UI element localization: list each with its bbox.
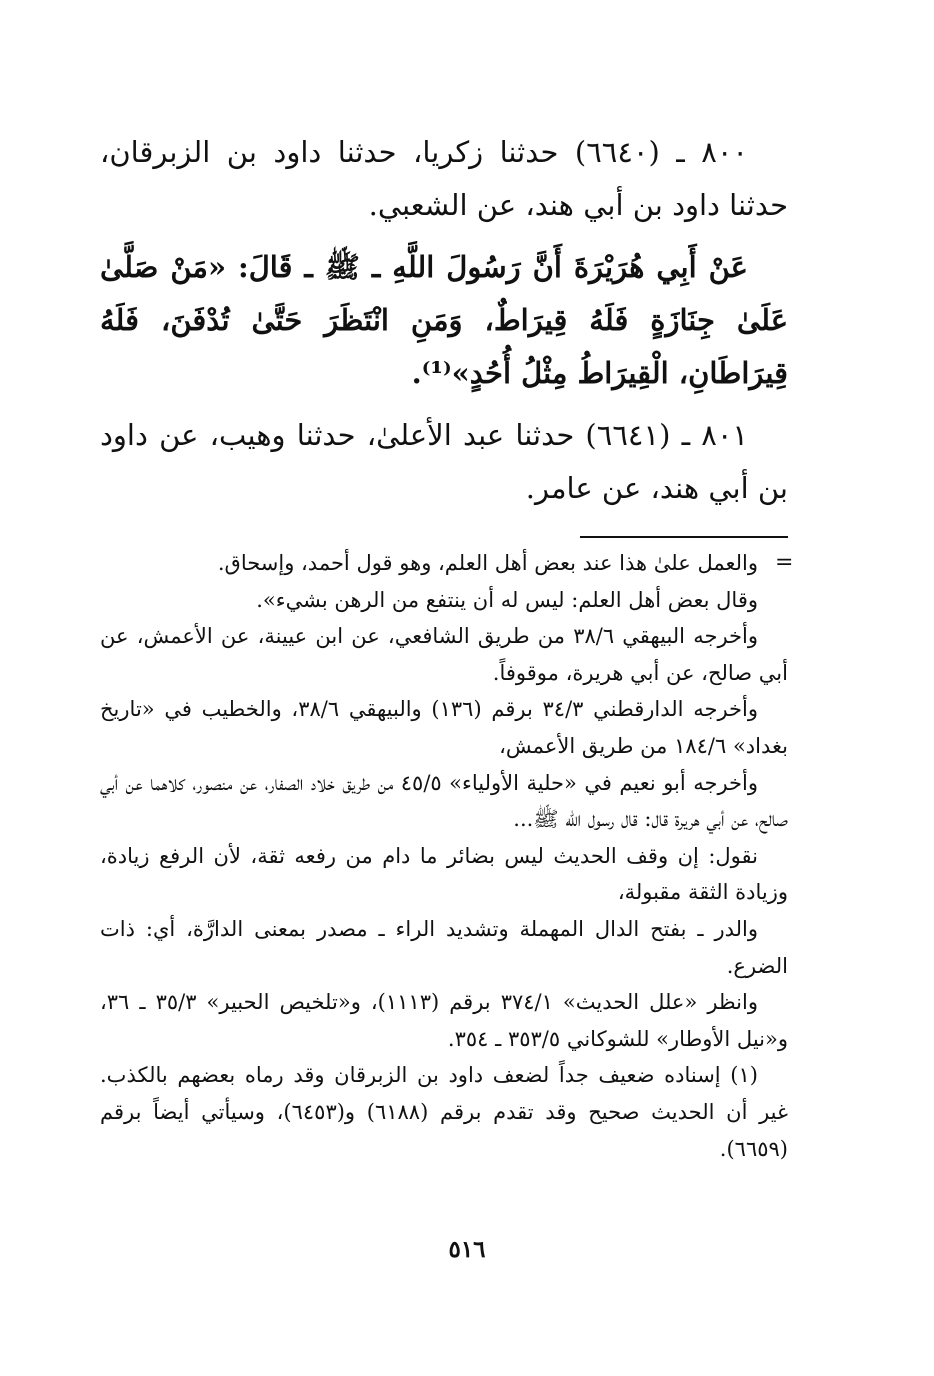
footnote-line: وقال بعض أهل العلم: ليس له أن ينتفع من الرهن بشيء». <box>256 587 758 612</box>
footnote-line: نقول: إن وقف الحديث ليس بضائر ما دام من رفعه ثقة، لأن الرفع زيادة، وزيادة الثقة مقبولة، <box>100 843 788 905</box>
page-number: ٥١٦ <box>448 1236 486 1263</box>
hadith-800-matn: عَنْ أَبِي هُرَيْرَةَ أَنَّ رَسُولَ اللَّهِ ـ ﷺ ـ قَالَ: «مَنْ صَلَّىٰ عَلَىٰ جِنَازَةٍ فَلَهُ قِيرَاطٌ، وَمَنِ انْتَظَرَ حَتَّىٰ تُدْفَنَ، فَلَهُ قِيرَاطَانِ، الْقِيرَاطُ مِثْلُ أُحُدٍ»⁽¹⁾. <box>100 250 788 390</box>
footnote-divider <box>580 536 788 538</box>
footnote-line: والعمل علىٰ هذا عند بعض أهل العلم، وهو قول أحمد، وإسحاق. <box>217 551 758 575</box>
footnote-line: والدر ـ بفتح الدال المهملة وتشديد الراء ـ مصدر بمعنى الدارَّة، أي: ذات الضرع. <box>100 916 788 978</box>
main-text <box>100 126 788 515</box>
footnote-1: (١) إسناده ضعيف جداً لضعف داود بن الزبرقان وقد رماه بعضهم بالكذب. غير أن الحديث صحيح وقد تقدم برقم (٦١٨٨) و(٦٤٥٣)، وسيأتي أيضاً برقم (٦٦٥٩). <box>100 1063 789 1161</box>
hadith-801-isnad: ٨٠١ ـ (٦٦٤١) حدثنا عبد الأعلىٰ، حدثنا وهيب، عن داود بن أبي هند، عن عامر. <box>100 418 788 505</box>
footnote-line: وأخرجه أبو نعيم في «حلية الأولياء» ٤٥/٥ من طريق خلاد الصفار، عن منصور، كلاهما عن أبي صالح، عن أبي هريرة قال: قال رسول الله ﷺ... <box>100 770 788 832</box>
footnote-line: وأخرجه الدارقطني ٣٤/٣ برقم (١٣٦) والبيهقي ٣٨/٦، والخطيب في «تاريخ بغداد» ١٨٤/٦ من طريق الأعمش، <box>100 697 788 758</box>
footnote-line: وانظر «علل الحديث» ٣٧٤/١ برقم (١١١٣)، و«تلخيص الحبير» ٣٥/٣ ـ ٣٦، و«نيل الأوطار» للشوكاني ٣٥٣/٥ ـ ٣٥٤. <box>100 990 788 1051</box>
footnotes <box>100 545 788 1167</box>
hadith-800-isnad: ٨٠٠ ـ (٦٦٤٠) حدثنا زكريا، حدثنا داود بن الزبرقان، حدثنا داود بن أبي هند، عن الشعبي. <box>100 135 788 222</box>
footnote-line: وأخرجه البيهقي ٣٨/٦ من طريق الشافعي، عن ابن عيينة، عن الأعمش، عن أبي صالح، عن أبي هريرة، موقوفاً. <box>100 624 788 685</box>
footnote-continuation-mark: = <box>775 550 794 575</box>
